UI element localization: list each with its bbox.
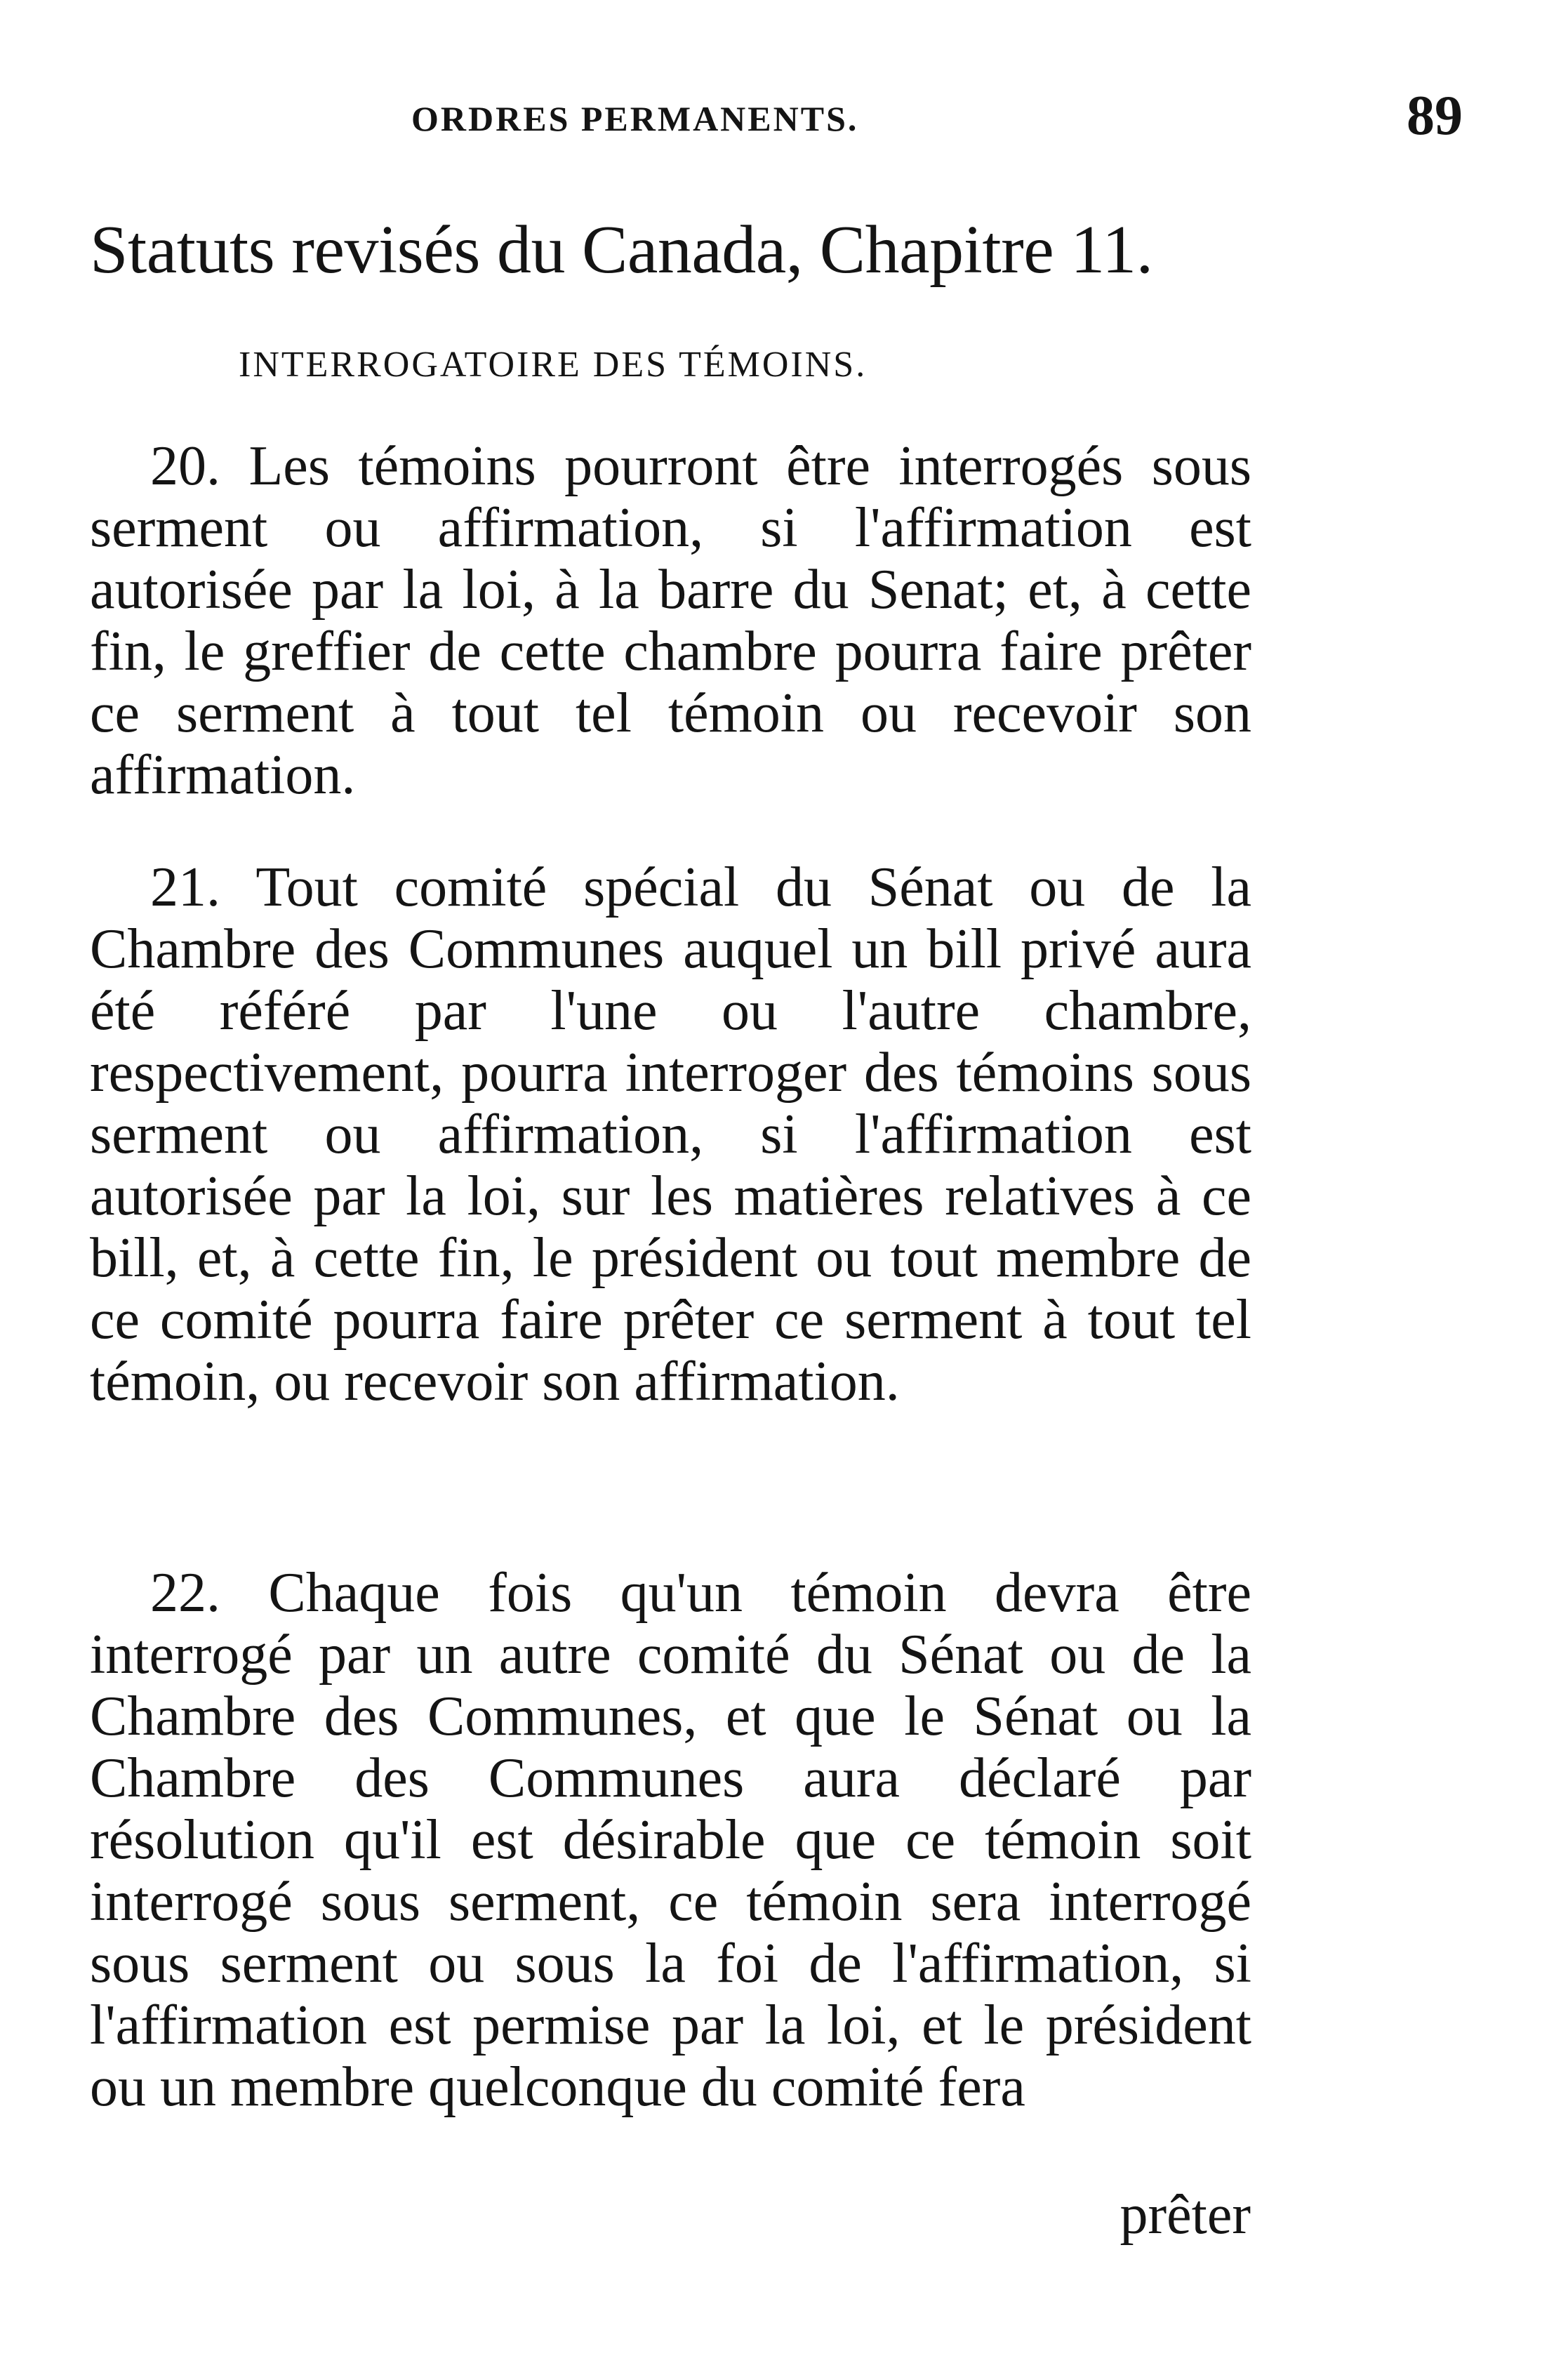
paragraph-number: 20. — [150, 435, 220, 497]
paragraph-21 — [90, 856, 1251, 1412]
catchword: prêter — [1119, 2184, 1251, 2246]
paragraph-text: Tout comité spécial du Sénat ou de la Chambre des Communes auquel un bill privé aura été référé par l'une ou l'autre chambre, respectivement, pourra interroger des témoins sous serment ou affirmation, si l'affirmation est autorisée par la loi, sur les matières relatives à ce bill, et, à cette fin, le président ou tout membre de ce comité pourra faire prêter ce serment à tout tel témoin, ou recevoir son affirmation. — [90, 856, 1251, 1412]
section-heading: INTERROGATOIRE DES TÉMOINS. — [239, 345, 868, 385]
page-number: 89 — [1407, 85, 1463, 147]
paragraph-text: Chaque fois qu'un témoin devra être interrogé par un autre comité du Sénat ou de la Chambre des Communes, et que le Sénat ou la Chambre des Communes aura déclaré par résolution qu'il est désirable que ce témoin soit interrogé sous serment, ce témoin sera interrogé sous serment ou sous la foi de l'affirmation, si l'affirmation est permise par la loi, et le président ou un membre quelconque du comité fera — [90, 1562, 1252, 2118]
statute-title: Statuts revisés du Canada, Chapitre 11. — [90, 212, 1153, 288]
paragraph-number: 21. — [150, 856, 220, 918]
paragraph-22 — [90, 1562, 1251, 2118]
paragraph-20 — [90, 435, 1251, 806]
running-head: ORDRES PERMANENTS. — [411, 99, 859, 138]
paragraph-text: Les témoins pourront être interrogés sous serment ou affirmation, si l'affirmation est autorisée par la loi, à la barre du Senat; et, à cette fin, le greffier de cette chambre pourra faire prêter ce serment à tout tel témoin ou recevoir son affirmation. — [90, 435, 1251, 806]
paragraph-number: 22. — [150, 1562, 220, 1624]
